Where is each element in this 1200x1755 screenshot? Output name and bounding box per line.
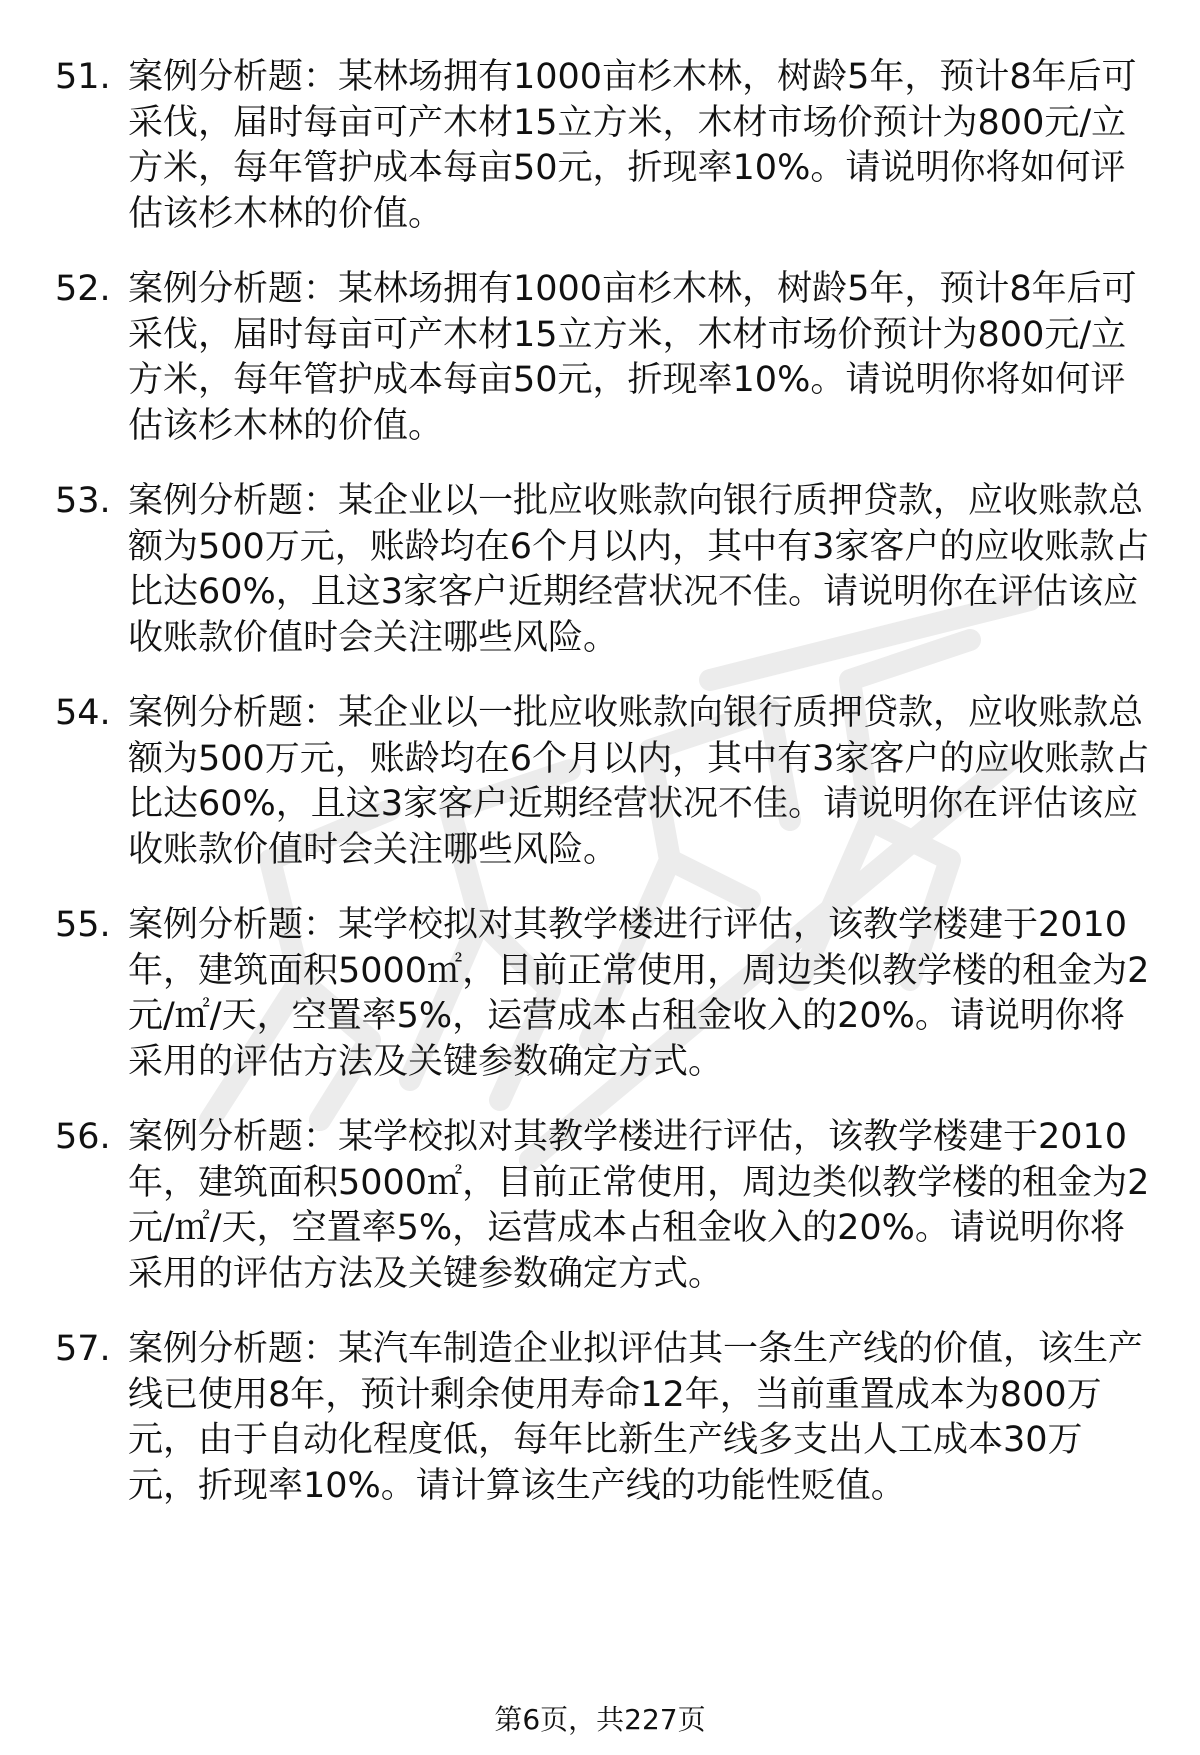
question-text: 案例分析题：某学校拟对其教学楼进行评估，该教学楼建于2010年，建筑面积5000㎡，目前正常使用，周边类似教学楼的租金为2元/㎡/天，空置率5%，运营成本占租金收入的20%。请说明你将采用的评估方法及关键参数确定方式。 — [128, 905, 1150, 1082]
question-number: 57. — [55, 1329, 111, 1369]
question-number: 54. — [55, 693, 111, 733]
question-text: 案例分析题：某林场拥有1000亩杉木林，树龄5年，预计8年后可采伐，届时每亩可产木材15立方米，木材市场价预计为800元/立方米，每年管护成本每亩50元，折现率10%。请说明你将如何评估该杉木林的价值。 — [128, 57, 1137, 234]
question-text: 案例分析题：某企业以一批应收账款向银行质押贷款，应收账款总额为500万元，账龄均在6个月以内，其中有3家客户的应收账款占比达60%，且这3家客户近期经营状况不佳。请说明你在评估该应收账款价值时会关注哪些风险。 — [128, 693, 1150, 870]
question-item — [55, 55, 1150, 237]
question-item — [55, 691, 1150, 873]
question-list — [55, 55, 1150, 1539]
question-number: 55. — [55, 905, 111, 945]
question-number: 51. — [55, 57, 111, 97]
question-item — [55, 903, 1150, 1085]
question-number: 52. — [55, 269, 111, 309]
question-item — [55, 1115, 1150, 1297]
question-text: 案例分析题：某林场拥有1000亩杉木林，树龄5年，预计8年后可采伐，届时每亩可产木材15立方米，木材市场价预计为800元/立方米，每年管护成本每亩50元，折现率10%。请说明你将如何评估该杉木林的价值。 — [128, 269, 1137, 446]
question-text: 案例分析题：某学校拟对其教学楼进行评估，该教学楼建于2010年，建筑面积5000㎡，目前正常使用，周边类似教学楼的租金为2元/㎡/天，空置率5%，运营成本占租金收入的20%。请说明你将采用的评估方法及关键参数确定方式。 — [128, 1117, 1150, 1294]
question-text: 案例分析题：某汽车制造企业拟评估其一条生产线的价值，该生产线已使用8年，预计剩余使用寿命12年，当前重置成本为800万元，由于自动化程度低，每年比新生产线多支出人工成本30万元，折现率10%。请计算该生产线的功能性贬值。 — [128, 1329, 1144, 1506]
question-item — [55, 267, 1150, 449]
question-number: 53. — [55, 481, 111, 521]
page-number-footer: 第6页，共227页 — [494, 1703, 706, 1736]
question-item — [55, 1327, 1150, 1509]
question-item — [55, 479, 1150, 661]
question-text: 案例分析题：某企业以一批应收账款向银行质押贷款，应收账款总额为500万元，账龄均在6个月以内，其中有3家客户的应收账款占比达60%，且这3家客户近期经营状况不佳。请说明你在评估该应收账款价值时会关注哪些风险。 — [128, 481, 1150, 658]
question-number: 56. — [55, 1117, 111, 1157]
